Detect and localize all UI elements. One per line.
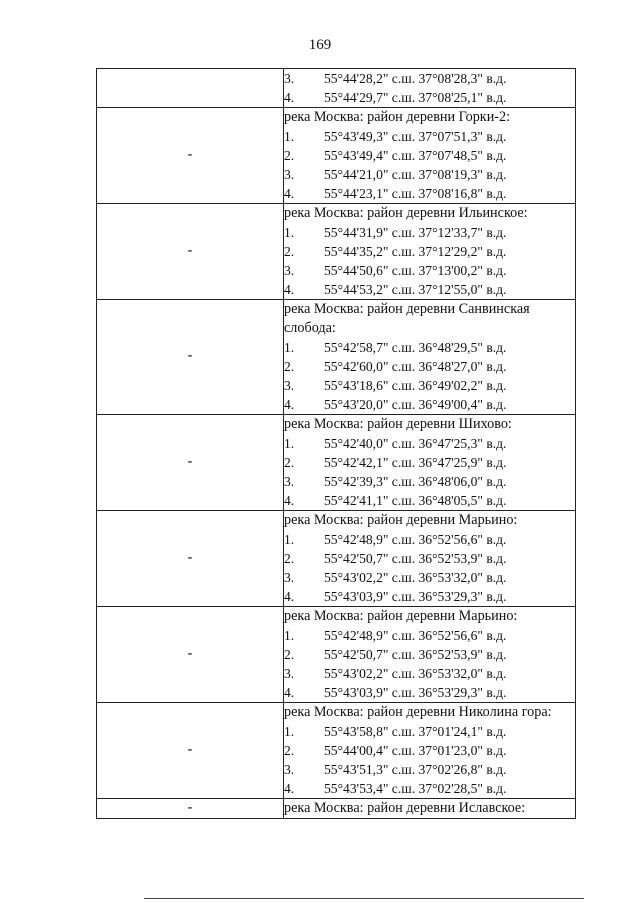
row-marker: - xyxy=(187,348,193,364)
location-title: река Москва: район деревни Марьино: xyxy=(284,512,518,528)
coordinate-point xyxy=(284,261,575,280)
coordinate-point xyxy=(284,184,575,203)
point-number: 3. xyxy=(284,666,295,681)
location-title: река Москва: район деревни Марьино: xyxy=(284,608,518,624)
coordinate-point xyxy=(284,683,575,702)
location-cell xyxy=(284,511,576,607)
coordinate-point xyxy=(284,223,575,242)
location-title: река Москва: район деревни Санвинская слобода: xyxy=(284,301,530,336)
coordinate-point xyxy=(284,472,575,491)
location-cell xyxy=(284,108,576,204)
location-cell xyxy=(284,799,576,819)
point-coordinate: 55°44'50,6" с.ш. 37°13'00,2" в.д. xyxy=(324,263,507,278)
coordinate-point xyxy=(284,664,575,683)
coordinate-point xyxy=(284,88,575,107)
point-coordinate: 55°43'49,4" с.ш. 37°07'48,5" в.д. xyxy=(324,148,507,163)
page-bottom-rule xyxy=(144,898,584,899)
point-number: 2. xyxy=(284,148,295,163)
point-number: 3. xyxy=(284,263,295,278)
point-number: 1. xyxy=(284,340,295,355)
point-number: 1. xyxy=(284,532,295,547)
location-cell xyxy=(284,703,576,799)
point-coordinate: 55°43'51,3" с.ш. 37°02'26,8" в.д. xyxy=(324,762,507,777)
coordinate-point xyxy=(284,626,575,645)
point-coordinate: 55°44'53,2" с.ш. 37°12'55,0" в.д. xyxy=(324,282,507,297)
point-coordinate: 55°42'50,7" с.ш. 36°52'53,9" в.д. xyxy=(324,647,507,662)
row-marker-cell xyxy=(97,69,284,108)
row-marker-cell xyxy=(97,607,284,703)
point-number: 4. xyxy=(284,685,295,700)
table-row xyxy=(97,300,576,415)
location-title: река Москва: район деревни Ильинское: xyxy=(284,205,528,221)
page-number: 169 xyxy=(308,37,332,53)
coordinate-point xyxy=(284,434,575,453)
point-coordinate: 55°43'53,4" с.ш. 37°02'28,5" в.д. xyxy=(324,781,507,796)
point-coordinate: 55°44'31,9" с.ш. 37°12'33,7" в.д. xyxy=(324,225,507,240)
point-coordinate: 55°44'29,7" с.ш. 37°08'25,1" в.д. xyxy=(324,90,507,105)
point-number: 3. xyxy=(284,474,295,489)
point-coordinate: 55°44'35,2" с.ш. 37°12'29,2" в.д. xyxy=(324,244,507,259)
row-marker: - xyxy=(187,549,193,565)
point-number: 3. xyxy=(284,167,295,182)
point-coordinate: 55°44'23,1" с.ш. 37°08'16,8" в.д. xyxy=(324,186,507,201)
row-marker: - xyxy=(187,146,193,162)
point-number: 4. xyxy=(284,589,295,604)
point-number: 4. xyxy=(284,781,295,796)
point-coordinate: 55°43'02,2" с.ш. 36°53'32,0" в.д. xyxy=(324,666,507,681)
point-coordinate: 55°43'02,2" с.ш. 36°53'32,0" в.д. xyxy=(324,570,507,585)
coordinate-point xyxy=(284,395,575,414)
coordinate-point xyxy=(284,127,575,146)
location-cell xyxy=(284,415,576,511)
point-number: 2. xyxy=(284,551,295,566)
point-number: 4. xyxy=(284,282,295,297)
table-row xyxy=(97,703,576,799)
point-number: 2. xyxy=(284,359,295,374)
coordinate-point xyxy=(284,453,575,472)
coordinate-point xyxy=(284,549,575,568)
point-number: 3. xyxy=(284,378,295,393)
table-row xyxy=(97,799,576,819)
coordinates-table-body xyxy=(97,69,576,819)
coordinate-point xyxy=(284,645,575,664)
point-coordinate: 55°44'28,2" с.ш. 37°08'28,3" в.д. xyxy=(324,71,507,86)
location-cell xyxy=(284,69,576,108)
location-cell xyxy=(284,300,576,415)
row-marker-cell xyxy=(97,511,284,607)
coordinate-point xyxy=(284,491,575,510)
point-number: 1. xyxy=(284,225,295,240)
coordinate-point xyxy=(284,376,575,395)
point-coordinate: 55°42'40,0" с.ш. 36°47'25,3" в.д. xyxy=(324,436,507,451)
row-marker: - xyxy=(187,799,193,815)
row-marker-cell xyxy=(97,108,284,204)
coordinate-point xyxy=(284,146,575,165)
point-number: 4. xyxy=(284,90,295,105)
coordinate-point xyxy=(284,587,575,606)
point-coordinate: 55°43'18,6" с.ш. 36°49'02,2" в.д. xyxy=(324,378,507,393)
point-number: 4. xyxy=(284,493,295,508)
table-row xyxy=(97,69,576,108)
coordinate-point xyxy=(284,357,575,376)
point-coordinate: 55°42'48,9" с.ш. 36°52'56,6" в.д. xyxy=(324,532,507,547)
coordinate-point xyxy=(284,722,575,741)
row-marker-cell xyxy=(97,415,284,511)
row-marker-cell xyxy=(97,300,284,415)
table-row xyxy=(97,204,576,300)
row-marker: - xyxy=(187,645,193,661)
point-number: 2. xyxy=(284,647,295,662)
row-marker-cell xyxy=(97,204,284,300)
point-number: 3. xyxy=(284,762,295,777)
point-coordinate: 55°43'49,3" с.ш. 37°07'51,3" в.д. xyxy=(324,129,507,144)
row-marker: - xyxy=(187,453,193,469)
location-title: река Москва: район деревни Иславское: xyxy=(284,800,526,816)
coordinate-point xyxy=(284,242,575,261)
coordinates-table xyxy=(96,68,576,819)
point-number: 1. xyxy=(284,628,295,643)
row-marker: - xyxy=(187,242,193,258)
point-number: 4. xyxy=(284,397,295,412)
location-title: река Москва: район деревни Горки-2: xyxy=(284,109,511,125)
coordinate-point xyxy=(284,530,575,549)
location-cell xyxy=(284,204,576,300)
point-coordinate: 55°43'03,9" с.ш. 36°53'29,3" в.д. xyxy=(324,589,507,604)
coordinate-point xyxy=(284,338,575,357)
coordinate-point xyxy=(284,69,575,88)
coordinate-point xyxy=(284,568,575,587)
point-coordinate: 55°44'00,4" с.ш. 37°01'23,0" в.д. xyxy=(324,743,507,758)
point-number: 2. xyxy=(284,244,295,259)
point-number: 2. xyxy=(284,455,295,470)
coordinate-point xyxy=(284,760,575,779)
point-coordinate: 55°43'20,0" с.ш. 36°49'00,4" в.д. xyxy=(324,397,507,412)
point-coordinate: 55°42'60,0" с.ш. 36°48'27,0" в.д. xyxy=(324,359,507,374)
point-coordinate: 55°42'39,3" с.ш. 36°48'06,0" в.д. xyxy=(324,474,507,489)
row-marker: - xyxy=(187,741,193,757)
table-row xyxy=(97,607,576,703)
point-number: 3. xyxy=(284,71,295,86)
point-coordinate: 55°42'42,1" с.ш. 36°47'25,9" в.д. xyxy=(324,455,507,470)
point-number: 1. xyxy=(284,436,295,451)
point-number: 3. xyxy=(284,570,295,585)
point-coordinate: 55°43'03,9" с.ш. 36°53'29,3" в.д. xyxy=(324,685,507,700)
row-marker-cell xyxy=(97,703,284,799)
coordinate-point xyxy=(284,280,575,299)
location-title: река Москва: район деревни Шихово: xyxy=(284,416,512,432)
point-number: 2. xyxy=(284,743,295,758)
point-coordinate: 55°42'50,7" с.ш. 36°52'53,9" в.д. xyxy=(324,551,507,566)
point-coordinate: 55°43'58,8" с.ш. 37°01'24,1" в.д. xyxy=(324,724,507,739)
point-number: 1. xyxy=(284,724,295,739)
location-title: река Москва: район деревни Николина гора: xyxy=(284,704,552,720)
coordinate-point xyxy=(284,779,575,798)
row-marker-cell xyxy=(97,799,284,819)
point-coordinate: 55°44'21,0" с.ш. 37°08'19,3" в.д. xyxy=(324,167,507,182)
point-coordinate: 55°42'41,1" с.ш. 36°48'05,5" в.д. xyxy=(324,493,507,508)
coordinate-point xyxy=(284,165,575,184)
table-row xyxy=(97,108,576,204)
coordinate-point xyxy=(284,741,575,760)
table-row xyxy=(97,511,576,607)
point-number: 1. xyxy=(284,129,295,144)
point-number: 4. xyxy=(284,186,295,201)
table-row xyxy=(97,415,576,511)
point-coordinate: 55°42'48,9" с.ш. 36°52'56,6" в.д. xyxy=(324,628,507,643)
point-coordinate: 55°42'58,7" с.ш. 36°48'29,5" в.д. xyxy=(324,340,507,355)
location-cell xyxy=(284,607,576,703)
